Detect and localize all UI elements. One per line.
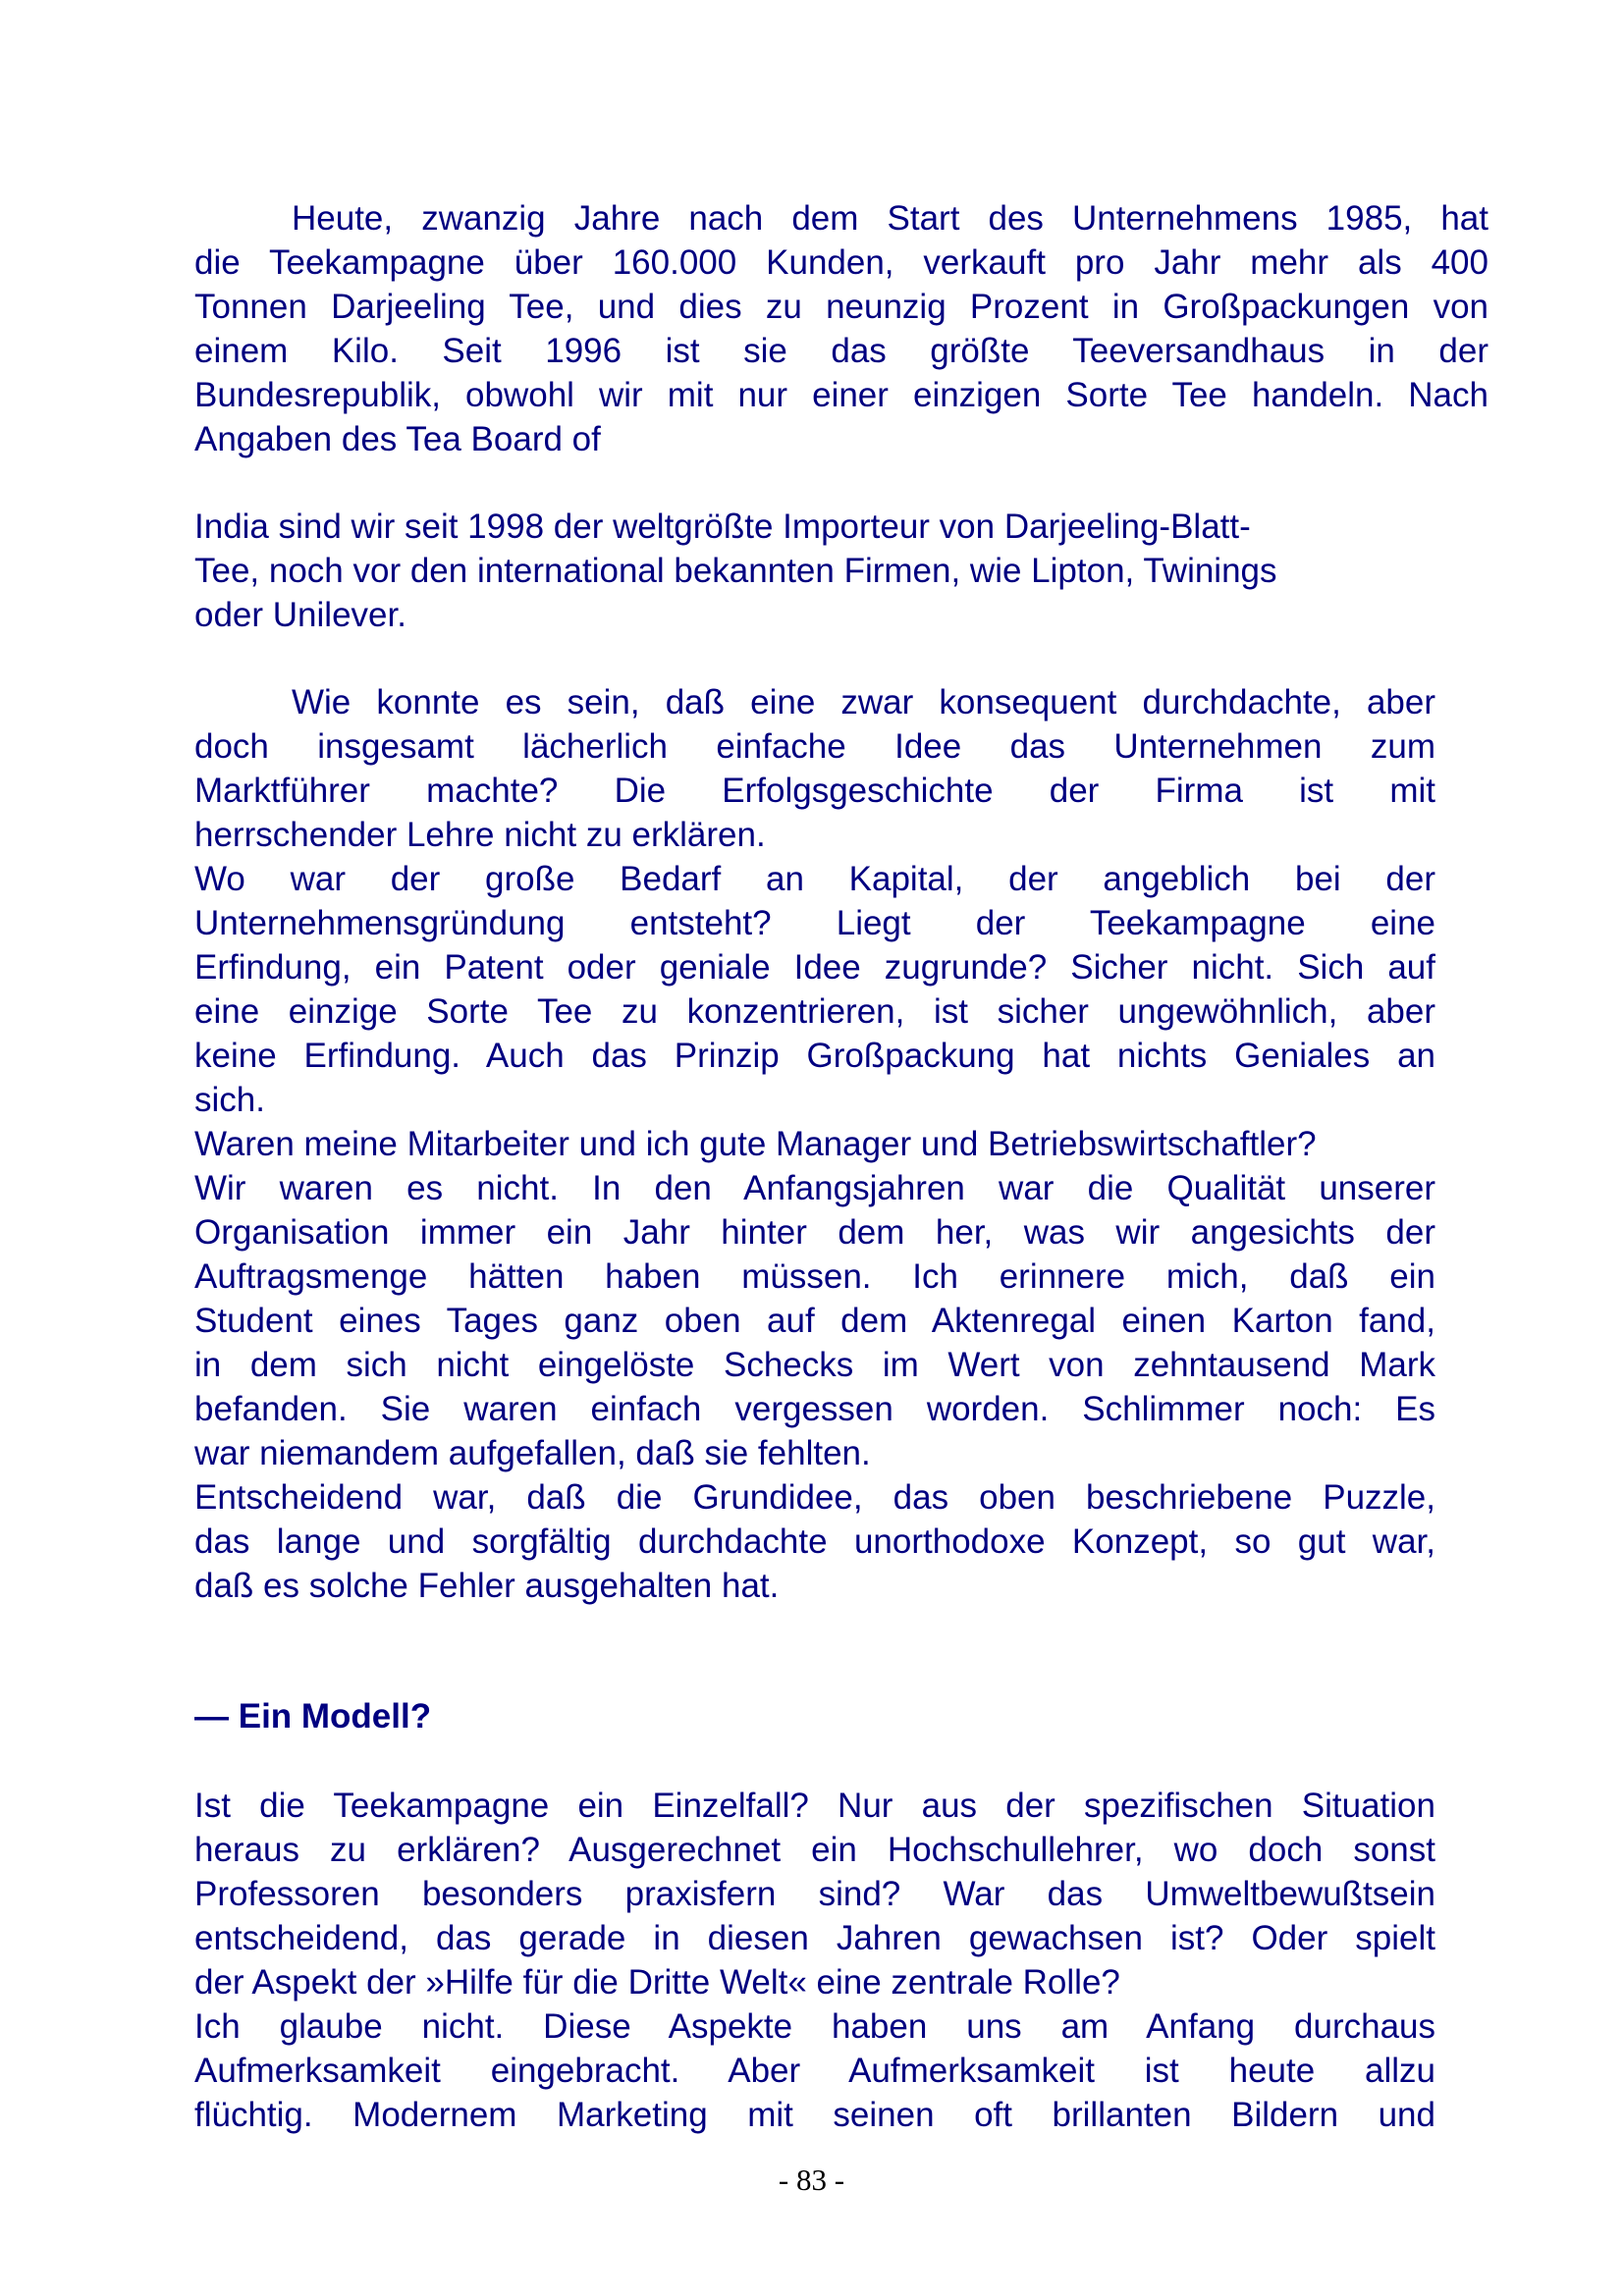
text-line: Wie konnte es sein, daß eine zwar konsequent durchdachte, aber — [292, 683, 1435, 721]
text-line: Bundesrepublik, obwohl wir mit nur einer einzigen Sorte Tee handeln. Nach — [194, 376, 1488, 414]
text-line: Aufmerksamkeit eingebracht. Aber Aufmerksamkeit ist heute allzu — [194, 2052, 1435, 2090]
text-line: keine Erfindung. Auch das Prinzip Großpackung hat nichts Geniales an — [194, 1037, 1435, 1075]
text-line: Waren meine Mitarbeiter und ich gute Manager und Betriebswirtschaftler? — [194, 1125, 1317, 1163]
section-heading: — Ein Modell? — [194, 1697, 432, 1735]
text-line: heraus zu erklären? Ausgerechnet ein Hochschullehrer, wo doch sonst — [194, 1831, 1435, 1869]
text-line: war niemandem aufgefallen, daß sie fehlten. — [194, 1434, 871, 1472]
text-line: die Teekampagne über 160.000 Kunden, verkauft pro Jahr mehr als 400 — [194, 243, 1488, 282]
text-line: Professoren besonders praxisfern sind? War das Umweltbewußtsein — [194, 1875, 1435, 1913]
text-line: Wo war der große Bedarf an Kapital, der angeblich bei der — [194, 860, 1435, 898]
page-number: - 83 - — [778, 2163, 845, 2197]
text-line: Ist die Teekampagne ein Einzelfall? Nur aus der spezifischen Situation — [194, 1787, 1435, 1825]
text-line: daß es solche Fehler ausgehalten hat. — [194, 1567, 780, 1605]
text-line: das lange und sorgfältig durchdachte unorthodoxe Konzept, so gut war, — [194, 1522, 1435, 1561]
text-line: doch insgesamt lächerlich einfache Idee das Unternehmen zum — [194, 727, 1435, 766]
text-line: Student eines Tages ganz oben auf dem Aktenregal einen Karton fand, — [194, 1302, 1435, 1340]
text-line: Tonnen Darjeeling Tee, und dies zu neunzig Prozent in Großpackungen von — [194, 288, 1488, 326]
text-line: Entscheidend war, daß die Grundidee, das oben beschriebene Puzzle, — [194, 1478, 1435, 1517]
text-line: sich. — [194, 1081, 265, 1119]
text-line: Marktführer machte? Die Erfolgsgeschichte der Firma ist mit — [194, 772, 1435, 810]
text-line: entscheidend, das gerade in diesen Jahren gewachsen ist? Oder spielt — [194, 1919, 1435, 1957]
text-line: Auftragsmenge hätten haben müssen. Ich erinnere mich, daß ein — [194, 1257, 1435, 1296]
text-line: Wir waren es nicht. In den Anfangsjahren war die Qualität unserer — [194, 1169, 1435, 1207]
text-line: in dem sich nicht eingelöste Schecks im Wert von zehntausend Mark — [194, 1346, 1435, 1384]
text-line: Organisation immer ein Jahr hinter dem her, was wir angesichts der — [194, 1213, 1435, 1252]
text-line: Tee, noch vor den international bekannten Firmen, wie Lipton, Twinings — [194, 552, 1277, 590]
text-line: Unternehmensgründung entsteht? Liegt der Teekampagne eine — [194, 904, 1435, 942]
text-line: der Aspekt der »Hilfe für die Dritte Welt« eine zentrale Rolle? — [194, 1963, 1120, 2002]
text-line: einem Kilo. Seit 1996 ist sie das größte Teeversandhaus in der — [194, 332, 1488, 370]
text-line: Erfindung, ein Patent oder geniale Idee zugrunde? Sicher nicht. Sich auf — [194, 948, 1435, 987]
text-line: herrschender Lehre nicht zu erklären. — [194, 816, 766, 854]
text-line: Ich glaube nicht. Diese Aspekte haben uns am Anfang durchaus — [194, 2007, 1435, 2046]
text-line: flüchtig. Modernem Marketing mit seinen oft brillanten Bildern und — [194, 2096, 1435, 2134]
text-line: befanden. Sie waren einfach vergessen worden. Schlimmer noch: Es — [194, 1390, 1435, 1428]
text-line: India sind wir seit 1998 der weltgrößte Importeur von Darjeeling-Blatt- — [194, 507, 1251, 546]
text-line: eine einzige Sorte Tee zu konzentrieren, ist sicher ungewöhnlich, aber — [194, 992, 1435, 1031]
text-line: Angaben des Tea Board of — [194, 420, 601, 458]
text-line: oder Unilever. — [194, 596, 406, 634]
text-line: Heute, zwanzig Jahre nach dem Start des Unternehmens 1985, hat — [292, 199, 1488, 238]
